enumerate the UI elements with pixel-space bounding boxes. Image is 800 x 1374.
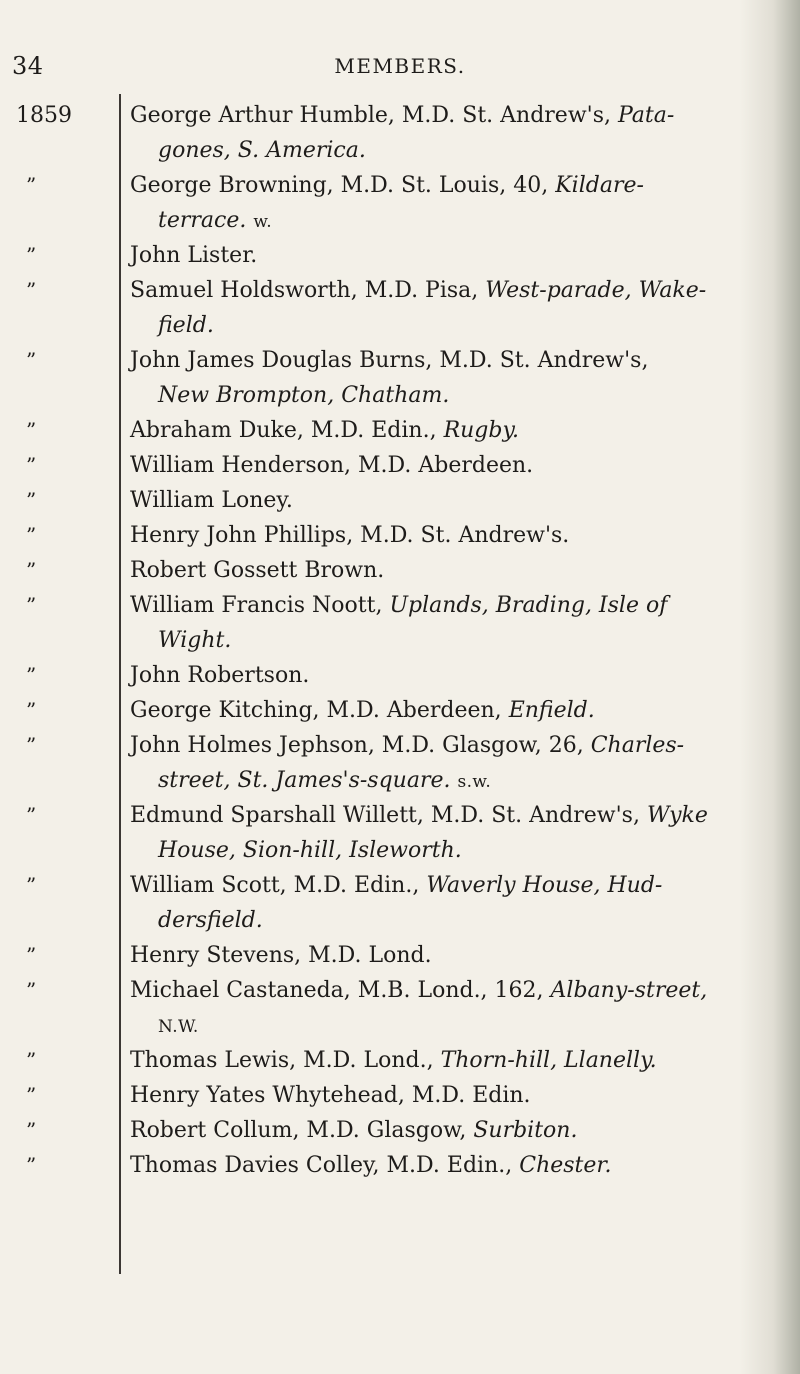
- entry-address-text: New Brompton, Chatham.: [158, 383, 450, 408]
- entry-address-text: Kildare-: [555, 173, 644, 198]
- page-number: 34: [12, 52, 44, 80]
- entry-text: N.W.: [158, 1017, 199, 1037]
- entry-continuation-line: [158, 1008, 780, 1043]
- entry-text: Robert Gossett Brown.: [130, 558, 385, 583]
- entry-text: William Henderson, M.D. Aberdeen.: [130, 453, 534, 478]
- entry-text: w.: [253, 212, 273, 232]
- entry-year: 1859: [16, 103, 72, 128]
- entry-line: [130, 868, 780, 903]
- entry-text: William Loney.: [130, 488, 293, 513]
- entry-text: John Holmes Jephson, M.D. Glasgow, 26,: [130, 733, 591, 758]
- entry-address-text: Surbiton.: [473, 1118, 578, 1143]
- entry-line: [130, 413, 780, 448]
- entry-line: [130, 798, 780, 833]
- entry-text: John Lister.: [130, 243, 258, 268]
- entry-text: William Francis Noott,: [130, 593, 390, 618]
- entry-continuation-line: [158, 133, 780, 168]
- entry-text: William Scott, M.D. Edin.,: [130, 873, 427, 898]
- entry-year-ditto: ”: [26, 593, 37, 617]
- entry-line: [130, 98, 780, 133]
- entry-line: [130, 588, 780, 623]
- member-entry: [0, 693, 800, 728]
- entry-address-text: street, St. James's-square.: [158, 768, 451, 793]
- entry-continuation-line: [158, 203, 780, 238]
- entry-address-text: Pata-: [617, 103, 675, 128]
- entry-text: George Browning, M.D. St. Louis, 40,: [130, 173, 556, 198]
- entry-text: George Arthur Humble, M.D. St. Andrew's,: [130, 103, 618, 128]
- entry-text: Edmund Sparshall Willett, M.D. St. Andrew's,: [130, 803, 647, 828]
- entry-address-text: Enfield.: [508, 698, 595, 723]
- entry-address-text: Uplands, Brading, Isle of: [389, 593, 668, 618]
- entry-line: [130, 483, 780, 518]
- entry-address-text: gones, S. America.: [158, 138, 366, 163]
- member-entry: [0, 553, 800, 588]
- entry-address-text: Waverly House, Hud-: [426, 873, 663, 898]
- member-entry: [0, 868, 800, 938]
- entry-address-text: Thorn-hill, Llanelly.: [440, 1048, 657, 1073]
- member-entry: [0, 98, 800, 168]
- entry-text: Michael Castaneda, M.B. Lond., 162,: [130, 978, 551, 1003]
- member-entry: [0, 343, 800, 413]
- entry-text: Thomas Davies Colley, M.D. Edin.,: [130, 1153, 520, 1178]
- entry-address-text: field.: [158, 313, 214, 338]
- entry-text: Robert Collum, M.D. Glasgow,: [130, 1118, 474, 1143]
- entry-year-ditto: ”: [26, 873, 37, 897]
- member-entry: [0, 728, 800, 798]
- entry-address-text: Wight.: [158, 628, 232, 653]
- entry-year-ditto: ”: [26, 1083, 37, 1107]
- entry-year-ditto: ”: [26, 453, 37, 477]
- entry-address-text: Chester.: [519, 1153, 612, 1178]
- entry-line: [130, 343, 780, 378]
- member-entry: [0, 588, 800, 658]
- entry-text: Thomas Lewis, M.D. Lond.,: [130, 1048, 441, 1073]
- member-entry: [0, 413, 800, 448]
- member-entry: [0, 238, 800, 273]
- entry-year-ditto: ”: [26, 418, 37, 442]
- entry-text: George Kitching, M.D. Aberdeen,: [130, 698, 509, 723]
- member-entry: [0, 1043, 800, 1078]
- entry-line: [130, 1043, 780, 1078]
- member-entry: [0, 483, 800, 518]
- member-entry: [0, 1078, 800, 1113]
- entry-address-text: terrace.: [158, 208, 247, 233]
- member-entry: [0, 518, 800, 553]
- running-head: MEMBERS.: [334, 54, 466, 78]
- entry-line: [130, 658, 780, 693]
- entry-line: [130, 168, 780, 203]
- entry-year-ditto: ”: [26, 243, 37, 267]
- entry-line: [130, 518, 780, 553]
- member-entry: [0, 1148, 800, 1183]
- entry-line: [130, 273, 780, 308]
- entry-continuation-line: [158, 623, 780, 658]
- entry-year-ditto: ”: [26, 698, 37, 722]
- entry-year-ditto: ”: [26, 348, 37, 372]
- entry-address-text: Albany-street,: [550, 978, 708, 1003]
- entry-line: [130, 1148, 780, 1183]
- entry-continuation-line: [158, 378, 780, 413]
- entry-line: [130, 973, 780, 1008]
- entry-continuation-line: [158, 903, 780, 938]
- entry-text: s.w.: [457, 772, 492, 792]
- entry-year-ditto: ”: [26, 1153, 37, 1177]
- entry-line: [130, 238, 780, 273]
- member-entry: [0, 1113, 800, 1148]
- entry-year-ditto: ”: [26, 733, 37, 757]
- entry-line: [130, 728, 780, 763]
- entry-text: Henry Stevens, M.D. Lond.: [130, 943, 432, 968]
- entry-year-ditto: ”: [26, 173, 37, 197]
- entry-continuation-line: [158, 308, 780, 343]
- entry-line: [130, 693, 780, 728]
- entry-text: Samuel Holdsworth, M.D. Pisa,: [130, 278, 486, 303]
- entry-line: [130, 938, 780, 973]
- entry-text: Abraham Duke, M.D. Edin.,: [130, 418, 444, 443]
- member-entry: [0, 798, 800, 868]
- member-entry: [0, 658, 800, 693]
- entry-address-text: Charles-: [590, 733, 685, 758]
- entry-address-text: Rugby.: [443, 418, 519, 443]
- member-list: [0, 98, 800, 1183]
- member-entry: [0, 448, 800, 483]
- entry-year-ditto: ”: [26, 1048, 37, 1072]
- entry-line: [130, 448, 780, 483]
- entry-address-text: House, Sion-hill, Isleworth.: [158, 838, 462, 863]
- page-header: [0, 52, 800, 86]
- entry-year-ditto: ”: [26, 558, 37, 582]
- entry-text: John James Douglas Burns, M.D. St. Andrew's,: [130, 348, 649, 373]
- entry-year-ditto: ”: [26, 663, 37, 687]
- entry-year-ditto: ”: [26, 943, 37, 967]
- entry-text: John Robertson.: [130, 663, 310, 688]
- entry-continuation-line: [158, 763, 780, 798]
- entry-line: [130, 1113, 780, 1148]
- entry-address-text: Wyke: [646, 803, 708, 828]
- entry-continuation-line: [158, 833, 780, 868]
- member-entry: [0, 273, 800, 343]
- entry-year-ditto: ”: [26, 1118, 37, 1142]
- entry-line: [130, 553, 780, 588]
- entry-year-ditto: ”: [26, 488, 37, 512]
- entry-line: [130, 1078, 780, 1113]
- member-entry: [0, 168, 800, 238]
- entry-year-ditto: ”: [26, 978, 37, 1002]
- entry-text: Henry Yates Whytehead, M.D. Edin.: [130, 1083, 531, 1108]
- entry-year-ditto: ”: [26, 523, 37, 547]
- entry-text: Henry John Phillips, M.D. St. Andrew's.: [130, 523, 570, 548]
- entry-address-text: West-parade, Wake-: [485, 278, 707, 303]
- entry-year-ditto: ”: [26, 278, 37, 302]
- member-entry: [0, 973, 800, 1043]
- member-entry: [0, 938, 800, 973]
- entry-year-ditto: ”: [26, 803, 37, 827]
- entry-address-text: dersfield.: [158, 908, 263, 933]
